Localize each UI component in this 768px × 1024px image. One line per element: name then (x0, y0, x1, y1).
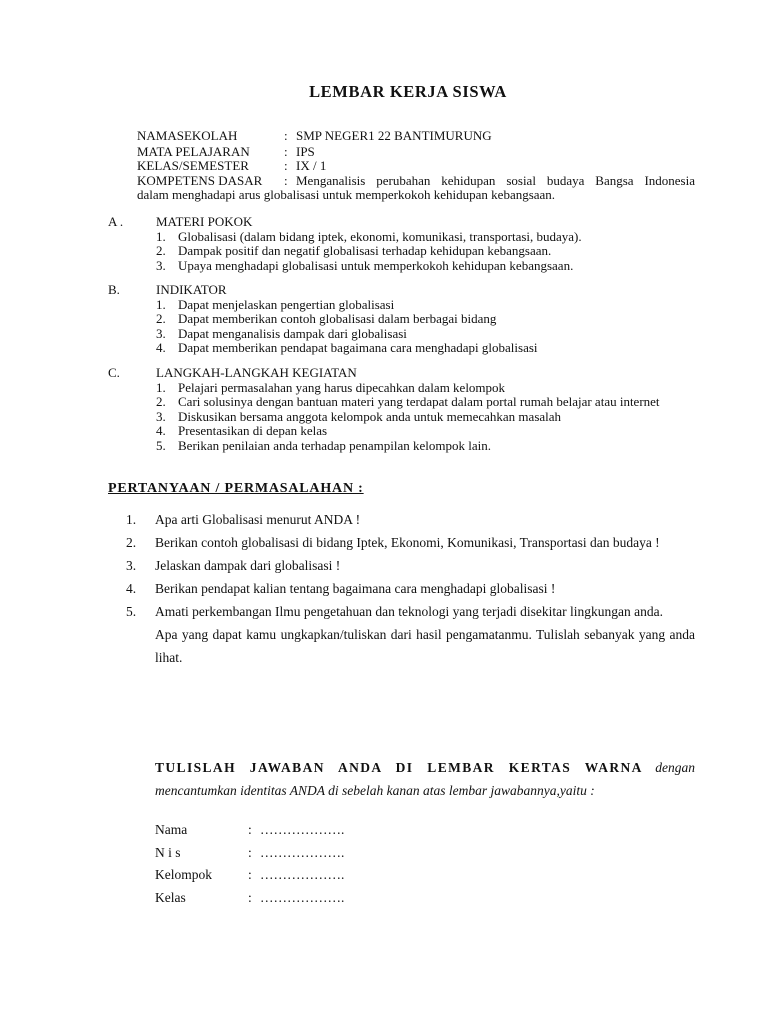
info-row-class (137, 159, 695, 174)
question-list (126, 508, 695, 669)
section-heading-row (108, 215, 708, 230)
form-label: Nama (155, 822, 188, 837)
section-list (156, 381, 708, 454)
form-blank: ………………. (260, 867, 345, 882)
list-item (156, 395, 708, 410)
list-text: Dapat memberikan contoh globalisasi dalam berbagai bidang (178, 311, 497, 326)
question-item (126, 600, 695, 623)
form-blank: ………………. (260, 822, 345, 837)
list-text: Dapat memberikan pendapat bagaimana cara menghadapi globalisasi (178, 340, 538, 355)
list-text: Cari solusinya dengan bantuan materi yang terdapat dalam portal rumah belajar atau internet (178, 394, 660, 409)
instruction-bold: TULISLAH JAWABAN ANDA DI LEMBAR KERTAS WARNA (155, 760, 643, 775)
list-number: 2. (156, 394, 166, 409)
list-item (156, 230, 708, 245)
info-value: SMP NEGER1 22 BANTIMURUNG (296, 128, 492, 143)
list-text: Globalisasi (dalam bidang iptek, ekonomi, komunikasi, transportasi, budaya). (178, 228, 582, 244)
list-number: 3. (156, 408, 166, 424)
section-heading: LANGKAH-LANGKAH KEGIATAN (156, 365, 357, 380)
section-heading-row (108, 283, 708, 298)
section-letter: B. (108, 282, 120, 297)
list-text: Upaya menghadapi globalisasi untuk memperkokoh kehidupan kebangsaan. (178, 257, 574, 273)
section-heading: INDIKATOR (156, 282, 227, 297)
info-value: Menganalisis perubahan kehidupan sosial budaya Bangsa Indonesia (296, 172, 695, 188)
form-blank: ………………. (260, 889, 345, 905)
form-row-nama (155, 819, 455, 842)
list-number: 4. (156, 340, 166, 355)
info-label: KOMPETENS DASAR (137, 172, 263, 188)
instruction-italic: dengan mencantumkan identitas ANDA di sebelah kanan atas lembar jawabannya,yaitu : (155, 760, 695, 798)
form-row-nis (155, 842, 455, 865)
list-text: Pelajari permasalahan yang harus dipecahkan dalam kelompok (178, 379, 506, 395)
list-item (156, 259, 708, 274)
question-number: 4. (126, 581, 137, 596)
form-colon: : (248, 889, 252, 905)
list-number: 2. (156, 311, 166, 326)
question-item (126, 531, 695, 554)
list-item (156, 410, 708, 425)
list-item (156, 327, 708, 342)
section-list (156, 230, 708, 274)
question-text: Apa arti Globalisasi menurut ANDA ! (155, 512, 361, 527)
question-text: Jelaskan dampak dari globalisasi ! (155, 558, 341, 573)
info-colon: : (284, 158, 288, 173)
list-number: 4. (156, 423, 166, 438)
list-number: 5. (156, 437, 166, 453)
form-colon: : (248, 867, 252, 882)
section-heading-row (108, 366, 708, 381)
info-colon: : (284, 172, 288, 188)
form-row-kelas (155, 887, 455, 910)
info-row-subject (137, 145, 695, 160)
question-number: 2. (126, 535, 137, 550)
list-item (156, 424, 708, 439)
question-item (126, 577, 695, 600)
info-colon: : (284, 143, 288, 159)
list-item (156, 439, 708, 454)
question-text: Berikan pendapat kalian tentang bagaimana cara menghadapi globalisasi ! (155, 581, 556, 596)
list-item (156, 312, 708, 327)
section-list (156, 298, 708, 356)
list-text: Presentasikan di depan kelas (178, 423, 328, 438)
school-info (137, 129, 695, 203)
list-number: 3. (156, 257, 166, 273)
section-materi-pokok (108, 215, 708, 273)
list-item (156, 298, 708, 313)
section-heading: MATERI POKOK (156, 214, 253, 229)
page-title: LEMBAR KERJA SISWA (309, 82, 507, 101)
list-item (156, 381, 708, 396)
info-colon: : (284, 128, 288, 143)
question-followup-row (126, 623, 695, 669)
list-number: 1. (156, 228, 166, 244)
section-indikator (108, 283, 708, 356)
list-text: Berikan penilaian anda terhadap penampilan kelompok lain. (178, 437, 491, 453)
list-text: Dampak positif dan negatif globalisasi terhadap kehidupan kebangsaan. (178, 243, 552, 258)
form-label: Kelompok (155, 867, 212, 882)
info-label: KELAS/SEMESTER (137, 158, 249, 173)
list-text: Dapat menjelaskan pengertian globalisasi (178, 296, 395, 312)
info-label: NAMASEKOLAH (137, 128, 238, 143)
form-label: N i s (155, 844, 181, 860)
question-text: Amati perkembangan Ilmu pengetahuan dan teknologi yang terjadi disekitar lingkungan anda. (155, 604, 663, 619)
info-label: MATA PELAJARAN (137, 143, 250, 159)
question-item (126, 508, 695, 531)
identity-form (155, 819, 455, 909)
question-number: 1. (126, 512, 137, 527)
list-text: Dapat menganalisis dampak dari globalisasi (178, 325, 407, 341)
section-letter: C. (108, 365, 120, 380)
list-number: 2. (156, 243, 166, 258)
section-letter: A . (108, 214, 124, 229)
list-number: 3. (156, 325, 166, 341)
form-blank: ………………. (260, 844, 345, 860)
form-colon: : (248, 822, 252, 837)
question-item (126, 554, 695, 577)
list-number: 1. (156, 379, 166, 395)
list-item (156, 341, 708, 356)
list-text: Diskusikan bersama anggota kelompok anda untuk memecahkan masalah (178, 408, 562, 424)
question-number: 3. (126, 558, 137, 573)
form-row-kelompok (155, 864, 455, 887)
question-followup: Apa yang dapat kamu ungkapkan/tuliskan dari hasil pengamatanmu. Tulislah sebanyak yang anda lihat. (155, 627, 695, 665)
questions-title: PERTANYAAN / PERMASALAHAN : (108, 481, 364, 496)
form-colon: : (248, 844, 252, 860)
info-row-school (137, 129, 695, 144)
competency-continuation: dalam menghadapi arus globalisasi untuk memperkokoh kehidupan kebangsaan. (137, 187, 556, 202)
question-text: Berikan contoh globalisasi di bidang Iptek, Ekonomi, Komunikasi, Transportasi dan budaya ! (155, 535, 660, 550)
list-item (156, 244, 708, 259)
section-langkah-kegiatan (108, 366, 708, 453)
question-number: 5. (126, 604, 137, 619)
list-number: 1. (156, 296, 166, 312)
info-row-competency (137, 174, 695, 189)
form-label: Kelas (155, 889, 186, 905)
answer-instruction (155, 756, 695, 802)
info-value: IPS (296, 143, 315, 159)
info-value: IX / 1 (296, 158, 327, 173)
